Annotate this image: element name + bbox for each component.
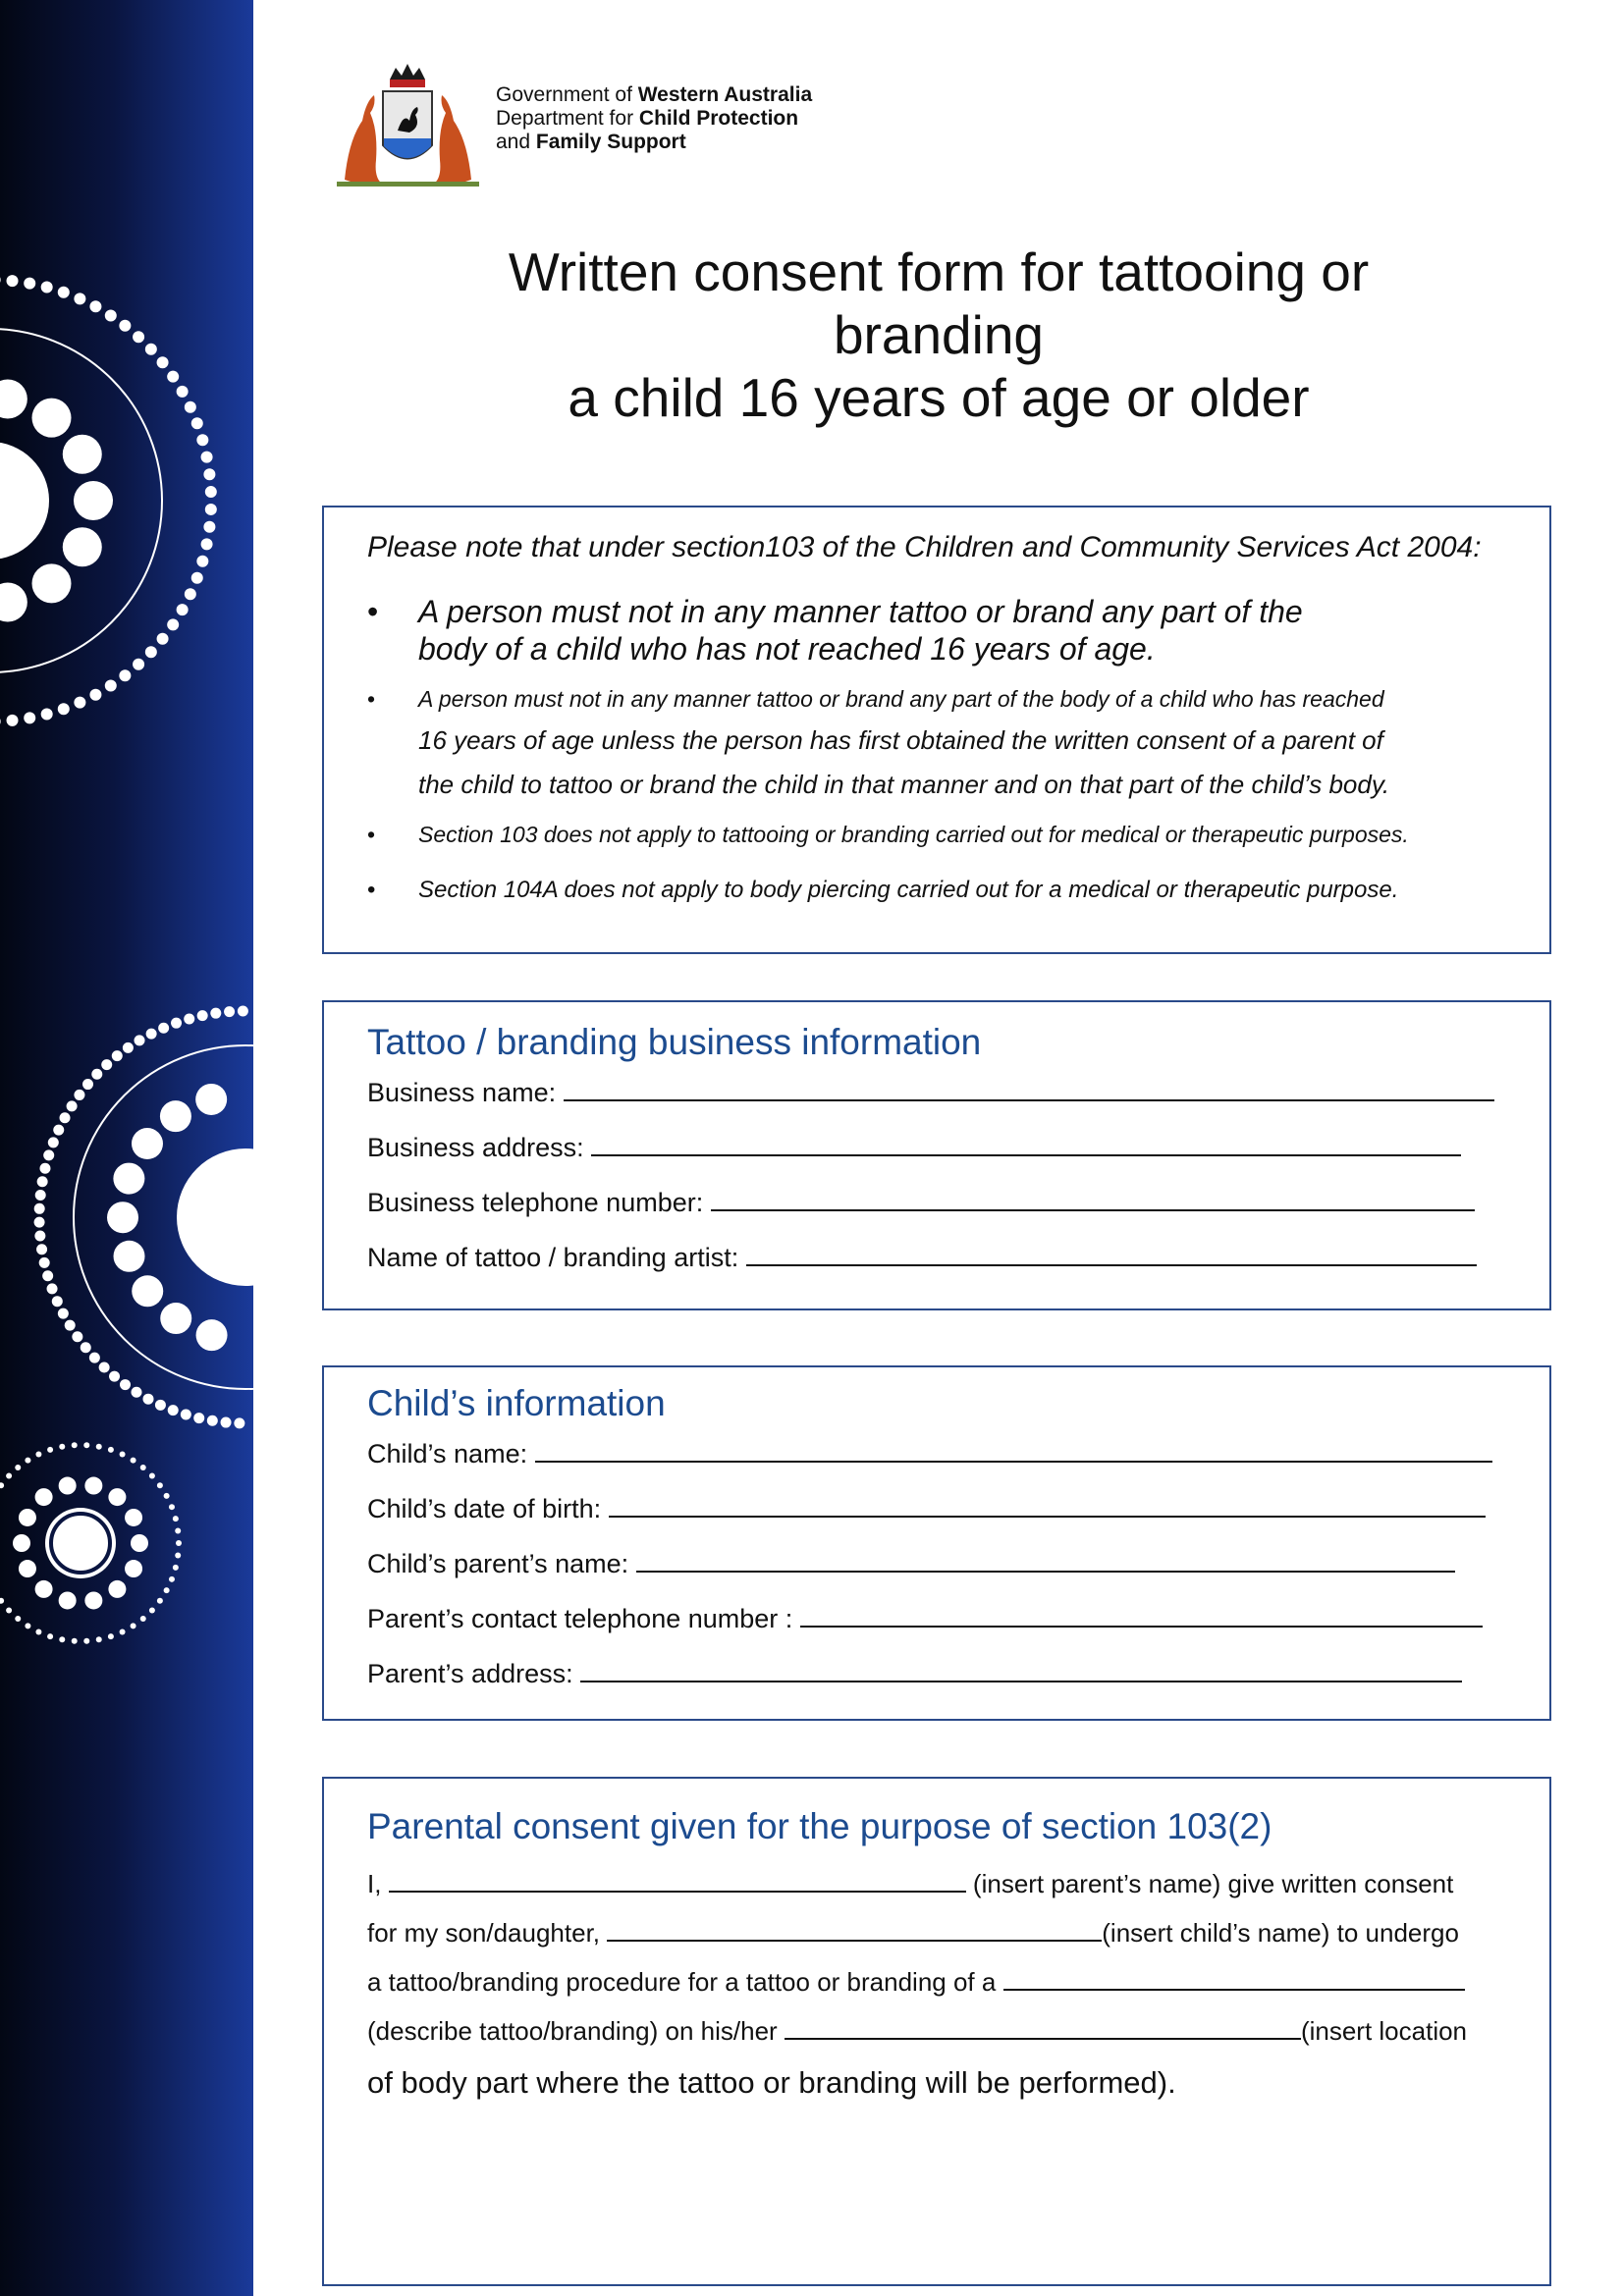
decor-dot (82, 1079, 93, 1090)
artist-name-field[interactable]: Name of tattoo / branding artist: (367, 1241, 1477, 1273)
decor-dot (35, 1190, 46, 1201)
decor-dot (6, 1473, 12, 1479)
decor-dot (132, 1387, 142, 1398)
dot-ring-middle (34, 1006, 253, 1429)
decor-dot (59, 1636, 65, 1642)
child-name-input[interactable] (535, 1437, 1492, 1463)
decor-dot (175, 1553, 181, 1559)
decor-dot (47, 1283, 58, 1294)
decor-dot (193, 1413, 204, 1423)
child-dob-input[interactable] (609, 1492, 1486, 1518)
decor-dot (164, 1493, 170, 1499)
decor-dot (238, 1006, 248, 1017)
decor-dot (59, 1477, 77, 1495)
child-info-section (322, 1365, 1551, 1721)
decor-dot (58, 287, 70, 298)
decor-dot (37, 1176, 48, 1187)
decor-dot (35, 1452, 41, 1458)
decor-dot (84, 1591, 102, 1609)
business-phone-field[interactable]: Business telephone number: (367, 1186, 1475, 1218)
decor-dot (131, 1458, 136, 1464)
consent-line-2: for my son/daughter, (insert child’s name) to undergo (367, 1918, 1459, 1948)
decor-dot (89, 689, 101, 701)
decor-dot (167, 371, 179, 383)
decor-dot (41, 708, 53, 720)
decor-dot (84, 1477, 102, 1495)
parent-name-input[interactable] (636, 1547, 1455, 1573)
decor-dot (195, 1084, 227, 1115)
decor-circle (0, 442, 49, 560)
decor-dot (177, 604, 189, 615)
decor-dot (177, 386, 189, 398)
decor-dot (146, 1029, 157, 1040)
decor-dot (72, 1442, 78, 1448)
decor-dot (157, 1482, 163, 1488)
parent-phone-field[interactable]: Parent’s contact telephone number : (367, 1602, 1483, 1634)
decor-dot (132, 1275, 163, 1307)
consent-line-1: I, (insert parent’s name) give written consent (367, 1869, 1454, 1898)
government-line: Government of Western Australia (496, 83, 813, 106)
decor-dot (19, 1509, 36, 1526)
business-name-field[interactable]: Business name: (367, 1076, 1494, 1108)
decor-dot (35, 1629, 41, 1634)
decor-dot (160, 1100, 191, 1132)
decor-dot (34, 1217, 45, 1228)
decor-dot (135, 1035, 145, 1045)
decor-dot (105, 680, 117, 692)
decor-dot (63, 435, 102, 474)
department-line-2: and Family Support (496, 131, 686, 153)
decor-dot (24, 712, 35, 723)
decor-dot (39, 1257, 50, 1268)
decor-dot (119, 320, 131, 332)
decor-dot (207, 1415, 218, 1426)
decor-dot (201, 538, 213, 550)
decor-dot (83, 1638, 89, 1644)
decor-dot (196, 434, 208, 446)
decor-dot (74, 293, 85, 304)
decor-dot (31, 399, 71, 438)
decor-dot (224, 1006, 235, 1017)
decor-dot (47, 1633, 53, 1639)
decor-dot (171, 1018, 182, 1029)
decor-dot (96, 1444, 102, 1450)
decor-dot (167, 618, 179, 630)
decor-dot (149, 1607, 155, 1613)
decor-dot (65, 1320, 76, 1331)
decor-dot (105, 309, 117, 321)
decor-dot (52, 1296, 63, 1307)
consent-line-5: of body part where the tattoo or branding will be performed). (367, 2065, 1176, 2100)
decor-dot (81, 1342, 91, 1353)
decor-dot (58, 703, 70, 715)
decor-dot (41, 282, 53, 294)
decor-dot (108, 1447, 114, 1453)
decor-dot (31, 563, 71, 603)
decor-dot (58, 1308, 69, 1319)
decor-dot (185, 401, 196, 413)
decor-dot (25, 1458, 30, 1464)
decor-dot (101, 1059, 112, 1070)
decor-circle (177, 1148, 253, 1286)
decor-dot (196, 556, 208, 567)
decor-dot (6, 1607, 12, 1613)
decor-dot (145, 344, 157, 355)
decor-dot (131, 1623, 136, 1629)
decor-dot (203, 521, 215, 533)
dot-ring-lower (0, 1442, 182, 1644)
decor-dot (155, 1400, 166, 1411)
decor-dot (24, 278, 35, 290)
consent-line-3: a tattoo/branding procedure for a tattoo or branding of a (367, 1967, 1465, 1998)
body-location-input[interactable] (785, 2016, 1301, 2040)
decor-dot (63, 527, 102, 566)
decor-dot (120, 1379, 131, 1390)
decor-dot (0, 380, 27, 419)
decor-dot (168, 1405, 179, 1415)
decor-dot (89, 300, 101, 312)
decor-dot (185, 588, 196, 600)
parent-address-input[interactable] (580, 1657, 1462, 1682)
decor-dot (119, 669, 131, 681)
decor-dot (169, 1504, 175, 1510)
decor-dot (15, 1465, 21, 1470)
decor-dot (59, 1444, 65, 1450)
decor-dot (125, 1509, 142, 1526)
business-phone-input[interactable] (711, 1186, 1475, 1211)
decor-dot (133, 331, 144, 343)
decor-dot (133, 659, 144, 670)
decor-dot (132, 1128, 163, 1159)
decor-dot (149, 1473, 155, 1479)
decor-dot (169, 1576, 175, 1582)
decor-dot (39, 1163, 50, 1174)
decor-dot (108, 1488, 126, 1506)
decor-dot (157, 1598, 163, 1604)
organisation-name (496, 83, 812, 154)
decor-dot (83, 1442, 89, 1448)
decor-dot (173, 1565, 179, 1571)
decorative-sidebar (0, 0, 253, 2296)
decor-dot (145, 646, 157, 658)
decor-dot (35, 1488, 53, 1506)
decor-dot (120, 1452, 126, 1458)
decor-dot (0, 1598, 4, 1604)
decor-dot (143, 1394, 154, 1405)
decor-dot (48, 1137, 59, 1148)
decor-dot (210, 1008, 221, 1019)
decor-dot (53, 1125, 64, 1136)
decor-dot (67, 1100, 78, 1111)
decor-dot (181, 1410, 191, 1420)
decor-dot (7, 715, 19, 726)
consent-parent-name-input[interactable] (389, 1869, 966, 1893)
decor-dot (34, 1203, 45, 1214)
decor-dot (0, 716, 1, 727)
child-name-field[interactable]: Child’s name: (367, 1437, 1492, 1469)
decor-dot (184, 1013, 194, 1024)
tattoo-description-input[interactable] (1003, 1967, 1465, 1991)
decor-dot (91, 1069, 102, 1080)
decor-dot (19, 1560, 36, 1577)
decor-dot (201, 452, 213, 463)
decor-dot (13, 1534, 30, 1552)
section-heading: Tattoo / branding business information (367, 1022, 982, 1062)
decor-dot (140, 1616, 146, 1622)
dot-circle-pattern (0, 0, 253, 2296)
decor-dot (0, 582, 27, 621)
consent-child-name-input[interactable] (607, 1918, 1102, 1942)
coat-of-arms-logo (327, 62, 489, 189)
decor-dot (34, 1230, 45, 1241)
decor-dot (59, 1591, 77, 1609)
decor-dot (15, 1616, 21, 1622)
decor-dot (120, 1629, 126, 1634)
decor-dot (108, 1580, 126, 1598)
decor-dot (173, 1516, 179, 1522)
decor-dot (158, 1023, 169, 1034)
consent-line-4: (describe tattoo/branding) on his/her (insert location (367, 2016, 1468, 2046)
decor-dot (196, 1319, 228, 1351)
department-line: Department for Child Protection (496, 107, 799, 130)
business-address-field[interactable]: Business address: (367, 1131, 1461, 1163)
decor-dot (113, 1163, 144, 1195)
business-info-section (322, 1000, 1551, 1310)
decor-dot (160, 1303, 191, 1334)
decor-dot (107, 1201, 138, 1233)
parent-address-field[interactable]: Parent’s address: (367, 1657, 1462, 1689)
decor-dot (191, 417, 203, 429)
decor-dot (123, 1042, 134, 1053)
decor-dot (112, 1050, 123, 1061)
decor-dot (157, 633, 169, 645)
decor-dot (43, 1149, 54, 1160)
decor-dot (175, 1527, 181, 1533)
business-name-input[interactable] (564, 1076, 1494, 1101)
child-dob-field[interactable]: Child’s date of birth: (367, 1492, 1486, 1524)
decor-dot (140, 1465, 146, 1470)
decor-dot (74, 1090, 84, 1100)
decor-dot (7, 275, 19, 287)
decor-dot (99, 1362, 110, 1372)
parent-phone-input[interactable] (800, 1602, 1483, 1628)
decor-dot (47, 1447, 53, 1453)
parental-consent-section (322, 1777, 1551, 2286)
decor-dot (74, 481, 113, 520)
decor-dot (108, 1633, 114, 1639)
decor-circle (45, 1508, 116, 1578)
decor-dot (131, 1534, 148, 1552)
section-heading: Parental consent given for the purpose of section 103(2) (367, 1806, 1272, 1846)
dot-ring-top (0, 274, 217, 727)
decor-dot (36, 1244, 47, 1255)
decor-dot (0, 1482, 4, 1488)
section-heading: Child’s information (367, 1383, 666, 1423)
decor-dot (35, 1580, 53, 1598)
decor-dot (96, 1636, 102, 1642)
decor-dot (89, 1353, 100, 1363)
decor-dot (114, 1241, 145, 1272)
decor-dot (60, 1112, 71, 1123)
decor-dot (0, 274, 1, 286)
decor-dot (234, 1417, 244, 1428)
decor-dot (125, 1560, 142, 1577)
decor-dot (176, 1540, 182, 1546)
decor-dot (74, 697, 85, 709)
decor-dot (157, 356, 169, 368)
business-address-input[interactable] (591, 1131, 1461, 1156)
page-title: Written consent form for tattooing or branding a child 16 years of age or older (508, 241, 1370, 428)
decor-dot (25, 1623, 30, 1629)
decor-dot (205, 504, 217, 515)
decor-dot (191, 572, 203, 584)
decor-dot (164, 1587, 170, 1593)
decor-dot (205, 486, 217, 498)
decor-dot (109, 1371, 120, 1382)
decor-dot (72, 1331, 82, 1342)
decor-dot (197, 1010, 208, 1021)
legal-notice-box: Please note that under section103 of the Children and Community Services Act 2004: • A person must not in any manner tattoo or brand any part of the body of a child who has not reached 16 years of age. • A person must not in any manner tattoo or brand any part of the body of a child who has reached 16 years of age unless the person has first obtained the written consent of a parent of the child to tattoo or brand the child in that manner and on that part of the child’s body. • Section 103 does not apply to tattooing or branding carried out for medical or therapeutic purposes. • Section 104A does not apply to body piercing carried out for a medical or therapeutic purpose. (322, 506, 1551, 954)
decor-dot (72, 1638, 78, 1644)
decor-dot (221, 1417, 232, 1428)
decor-dot (203, 468, 215, 480)
notice-intro: Please note that under section103 of the Children and Community Services Act 2004: (367, 531, 1482, 563)
artist-name-input[interactable] (746, 1241, 1477, 1266)
parent-name-field[interactable]: Child’s parent’s name: (367, 1547, 1455, 1579)
decor-dot (42, 1270, 53, 1281)
